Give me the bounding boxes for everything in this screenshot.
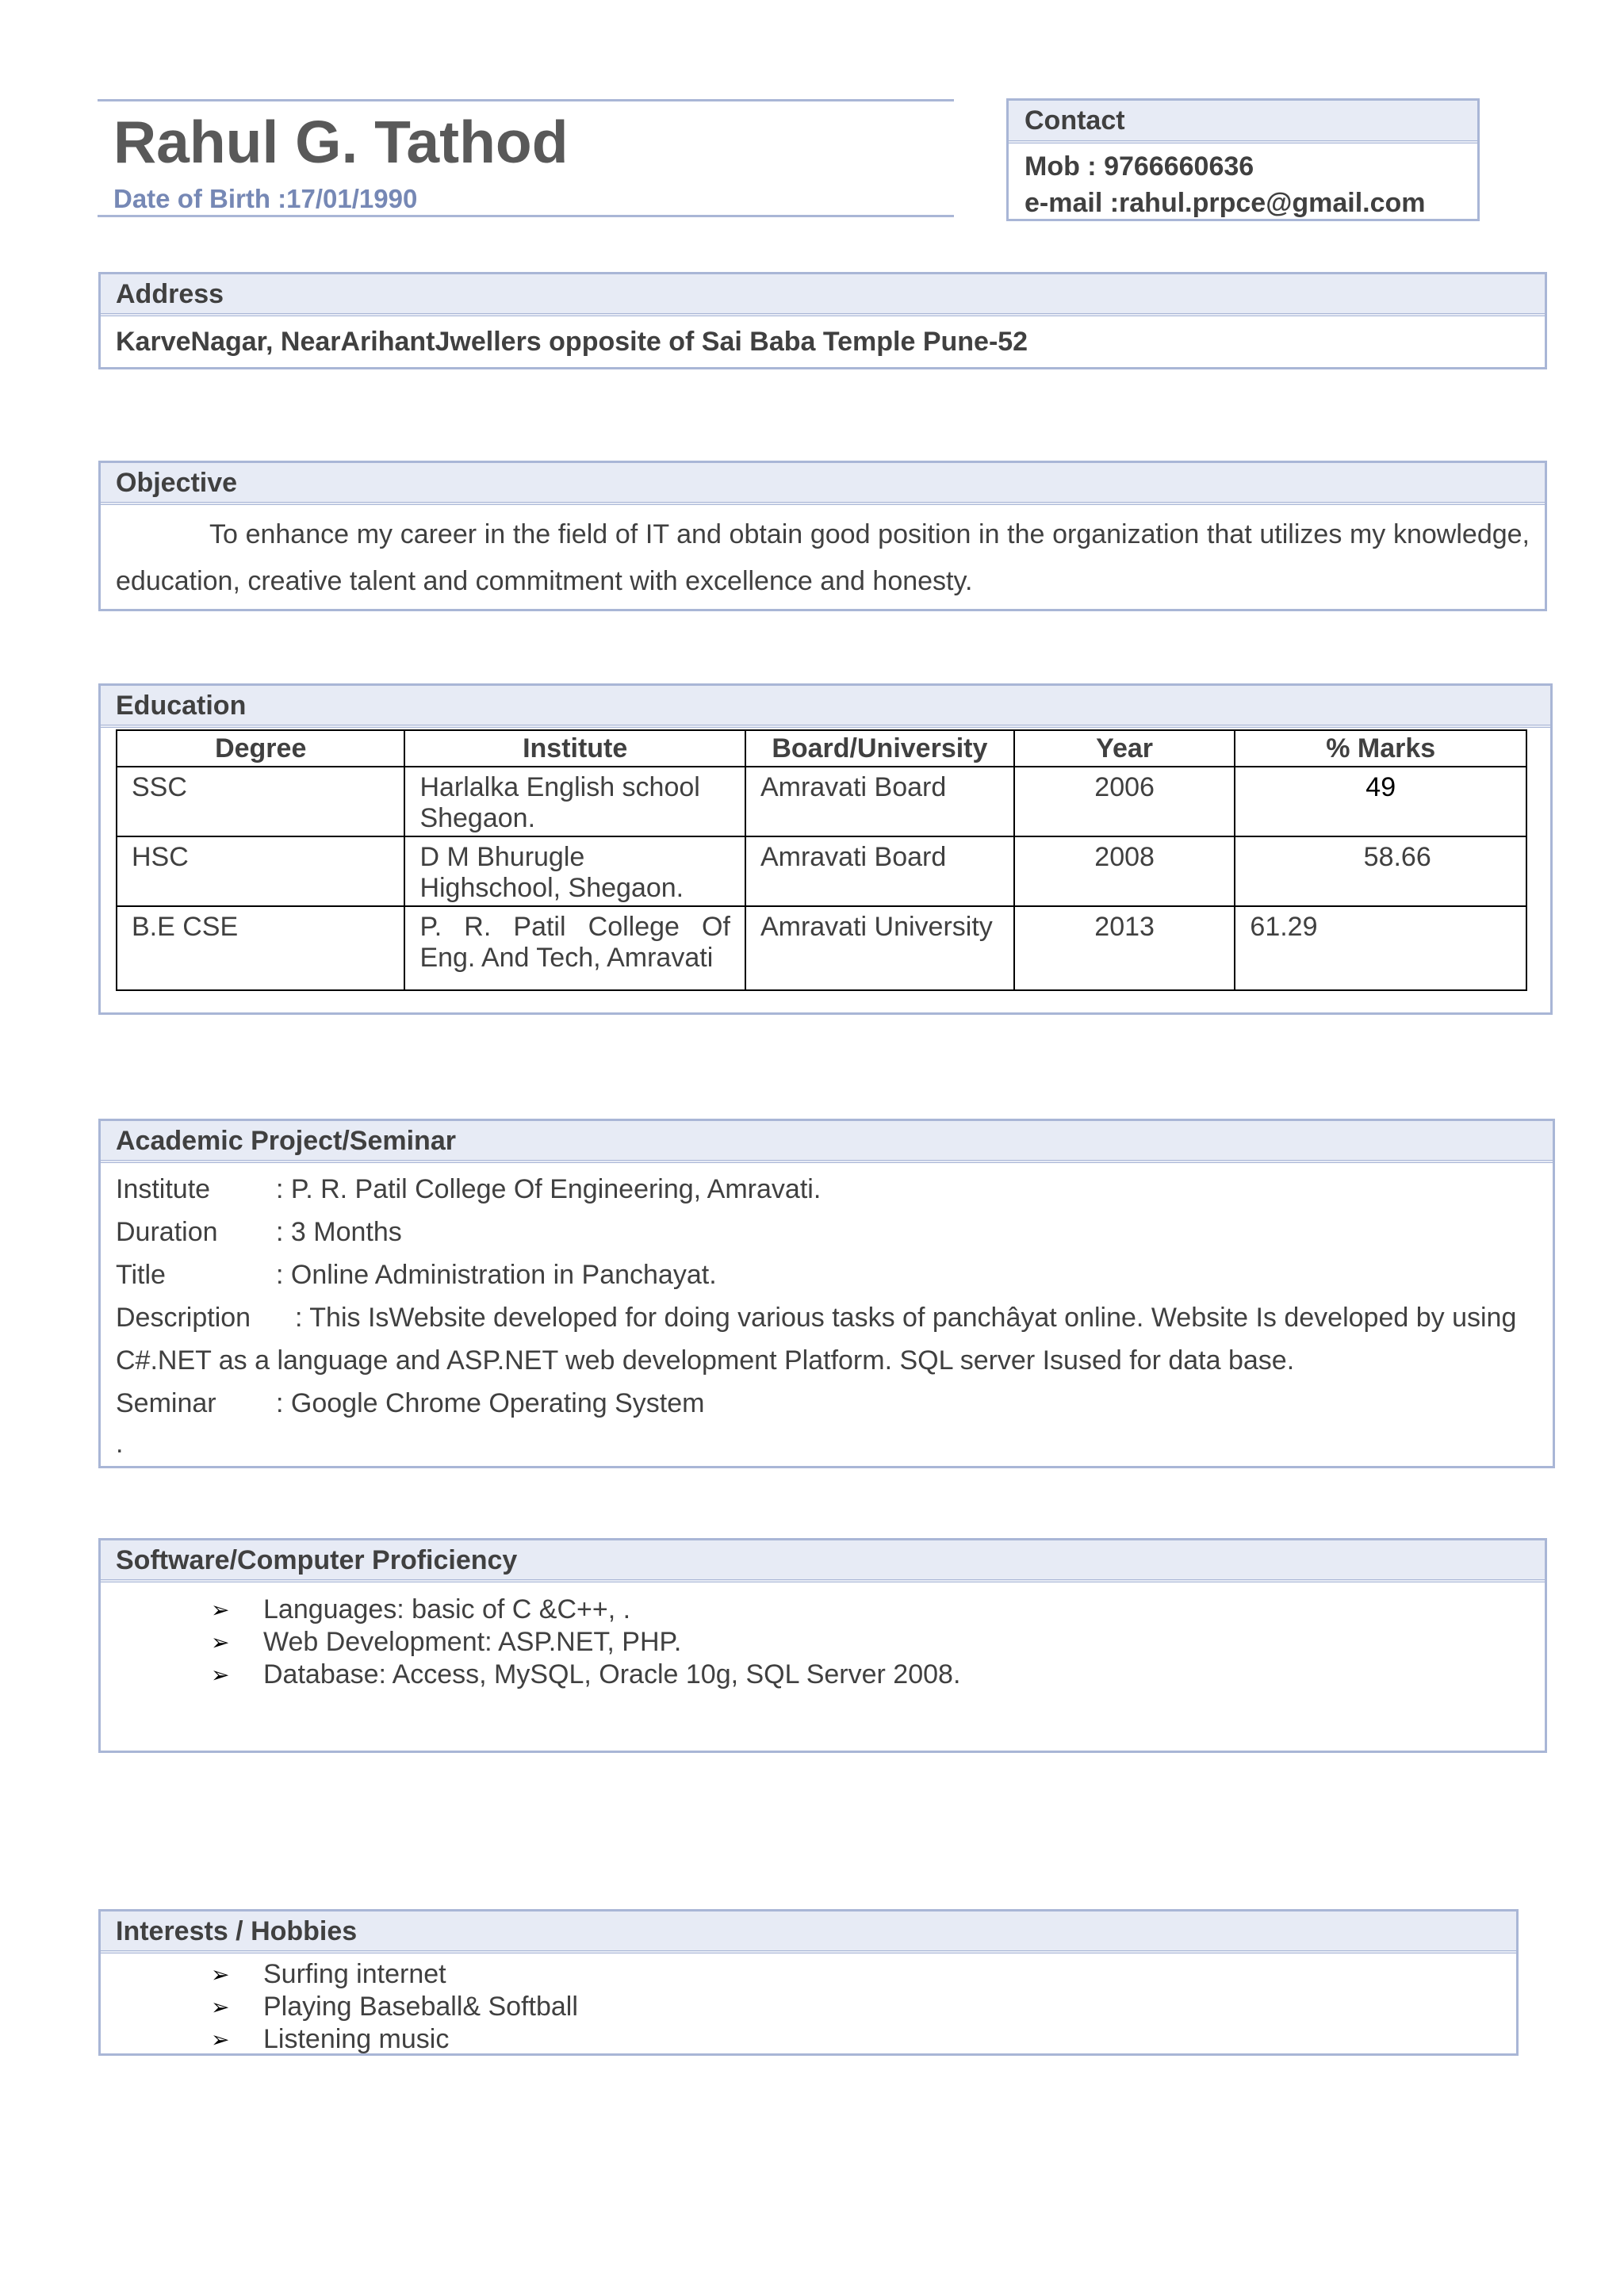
header-top-rule bbox=[98, 99, 954, 101]
arrow-bullet-icon: ➢ bbox=[211, 1663, 230, 1687]
table-row bbox=[117, 767, 1526, 836]
year-cell: 2008 bbox=[1014, 836, 1235, 906]
date-of-birth: Date of Birth :17/01/1990 bbox=[113, 184, 418, 213]
table-row bbox=[117, 906, 1526, 990]
project-trailing-dot: . bbox=[116, 1429, 124, 1459]
column-header-degree: Degree bbox=[117, 730, 404, 767]
project-title-value: : Online Administration in Panchayat. bbox=[276, 1260, 717, 1290]
software-item-text: Database: Access, MySQL, Oracle 10g, SQL Server 2008. bbox=[263, 1659, 961, 1689]
degree-cell: HSC bbox=[117, 836, 404, 906]
board-cell: Amravati Board bbox=[745, 836, 1014, 906]
list-item bbox=[211, 1659, 1545, 1691]
marks-cell: 61.29 bbox=[1235, 906, 1526, 990]
software-item-text: Languages: basic of C &C++, . bbox=[263, 1594, 631, 1624]
arrow-bullet-icon: ➢ bbox=[211, 1962, 230, 1987]
project-duration-label: Duration bbox=[116, 1217, 218, 1247]
project-description-label: Description bbox=[116, 1303, 251, 1333]
project-title-label: Title bbox=[116, 1260, 166, 1290]
project-institute-value: : P. R. Patil College Of Engineering, Amravati. bbox=[276, 1174, 822, 1204]
board-cell: Amravati Board bbox=[745, 767, 1014, 836]
academic-project-section bbox=[98, 1119, 1555, 1468]
project-seminar-value: : Google Chrome Operating System bbox=[276, 1388, 705, 1418]
software-list bbox=[101, 1582, 1545, 1691]
project-details bbox=[101, 1163, 1553, 1463]
software-title: Software/Computer Proficiency bbox=[101, 1540, 1545, 1582]
address-text: KarveNagar, NearArihantJwellers opposite of Sai Baba Temple Pune-52 bbox=[116, 327, 1028, 357]
marks-cell: 58.66 bbox=[1235, 836, 1526, 906]
column-header-year: Year bbox=[1014, 730, 1235, 767]
project-institute-label: Institute bbox=[116, 1174, 211, 1204]
education-table bbox=[116, 729, 1527, 991]
project-description-value: : This IsWebsite developed for doing various tasks of panchâyat online. Website Is developed by using C#.NET as a language and ASP.NET web development Platform. SQL server Isused for data base. bbox=[116, 1303, 1517, 1376]
institute-cell: D M Bhurugle Highschool, Shegaon. bbox=[404, 836, 745, 906]
contact-title: Contact bbox=[1009, 101, 1477, 144]
project-title-row bbox=[116, 1253, 1553, 1296]
software-section bbox=[98, 1538, 1547, 1753]
education-header-row bbox=[117, 730, 1526, 767]
interest-item-text: Surfing internet bbox=[263, 1959, 446, 1989]
interest-item-text: Listening music bbox=[263, 2024, 450, 2054]
interests-title: Interests / Hobbies bbox=[101, 1911, 1516, 1954]
education-section bbox=[98, 683, 1553, 1015]
institute-cell: Harlalka English school Shegaon. bbox=[404, 767, 745, 836]
year-cell: 2013 bbox=[1014, 906, 1235, 990]
year-cell: 2006 bbox=[1014, 767, 1235, 836]
arrow-bullet-icon: ➢ bbox=[211, 1630, 230, 1655]
project-title: Academic Project/Seminar bbox=[101, 1121, 1553, 1163]
list-item bbox=[211, 1626, 1545, 1659]
column-header-board: Board/University bbox=[745, 730, 1014, 767]
objective-section bbox=[98, 461, 1547, 611]
software-item-text: Web Development: ASP.NET, PHP. bbox=[263, 1627, 682, 1657]
project-duration-row bbox=[116, 1211, 1553, 1253]
header-bottom-rule bbox=[98, 215, 954, 217]
arrow-bullet-icon: ➢ bbox=[211, 1598, 230, 1622]
project-institute-row bbox=[116, 1168, 1553, 1211]
mobile-number: Mob : 9766660636 bbox=[1025, 151, 1254, 182]
address-title: Address bbox=[101, 274, 1545, 316]
column-header-marks: % Marks bbox=[1235, 730, 1526, 767]
degree-cell: B.E CSE bbox=[117, 906, 404, 990]
address-section bbox=[98, 272, 1547, 369]
objective-text: To enhance my career in the field of IT and obtain good position in the organization that utilizes my knowledge, education, creative talent and commitment with excellence and honesty. bbox=[116, 519, 1530, 596]
list-item bbox=[211, 1958, 1516, 1991]
interests-list bbox=[101, 1954, 1516, 2056]
marks-cell: 49 bbox=[1235, 767, 1526, 836]
list-item bbox=[211, 2023, 1516, 2056]
project-seminar-row bbox=[116, 1382, 1553, 1425]
email-address: e-mail :rahul.prpce@gmail.com bbox=[1025, 188, 1426, 218]
project-seminar-label: Seminar bbox=[116, 1388, 216, 1418]
project-duration-value: : 3 Months bbox=[276, 1217, 402, 1247]
list-item bbox=[211, 1594, 1545, 1626]
arrow-bullet-icon: ➢ bbox=[211, 1995, 230, 2019]
objective-title: Objective bbox=[101, 463, 1545, 505]
column-header-institute: Institute bbox=[404, 730, 745, 767]
arrow-bullet-icon: ➢ bbox=[211, 2027, 230, 2052]
candidate-name: Rahul G. Tathod bbox=[113, 109, 569, 175]
interest-item-text: Playing Baseball& Softball bbox=[263, 1992, 578, 2022]
board-cell: Amravati University bbox=[745, 906, 1014, 990]
project-description-row bbox=[116, 1296, 1553, 1382]
table-row bbox=[117, 836, 1526, 906]
institute-cell: P. R. Patil College Of Eng. And Tech, Amravati bbox=[404, 906, 745, 990]
interests-section bbox=[98, 1909, 1519, 2056]
degree-cell: SSC bbox=[117, 767, 404, 836]
education-title: Education bbox=[101, 686, 1550, 728]
list-item bbox=[211, 1991, 1516, 2023]
contact-box bbox=[1006, 98, 1480, 221]
objective-paragraph bbox=[101, 505, 1545, 605]
